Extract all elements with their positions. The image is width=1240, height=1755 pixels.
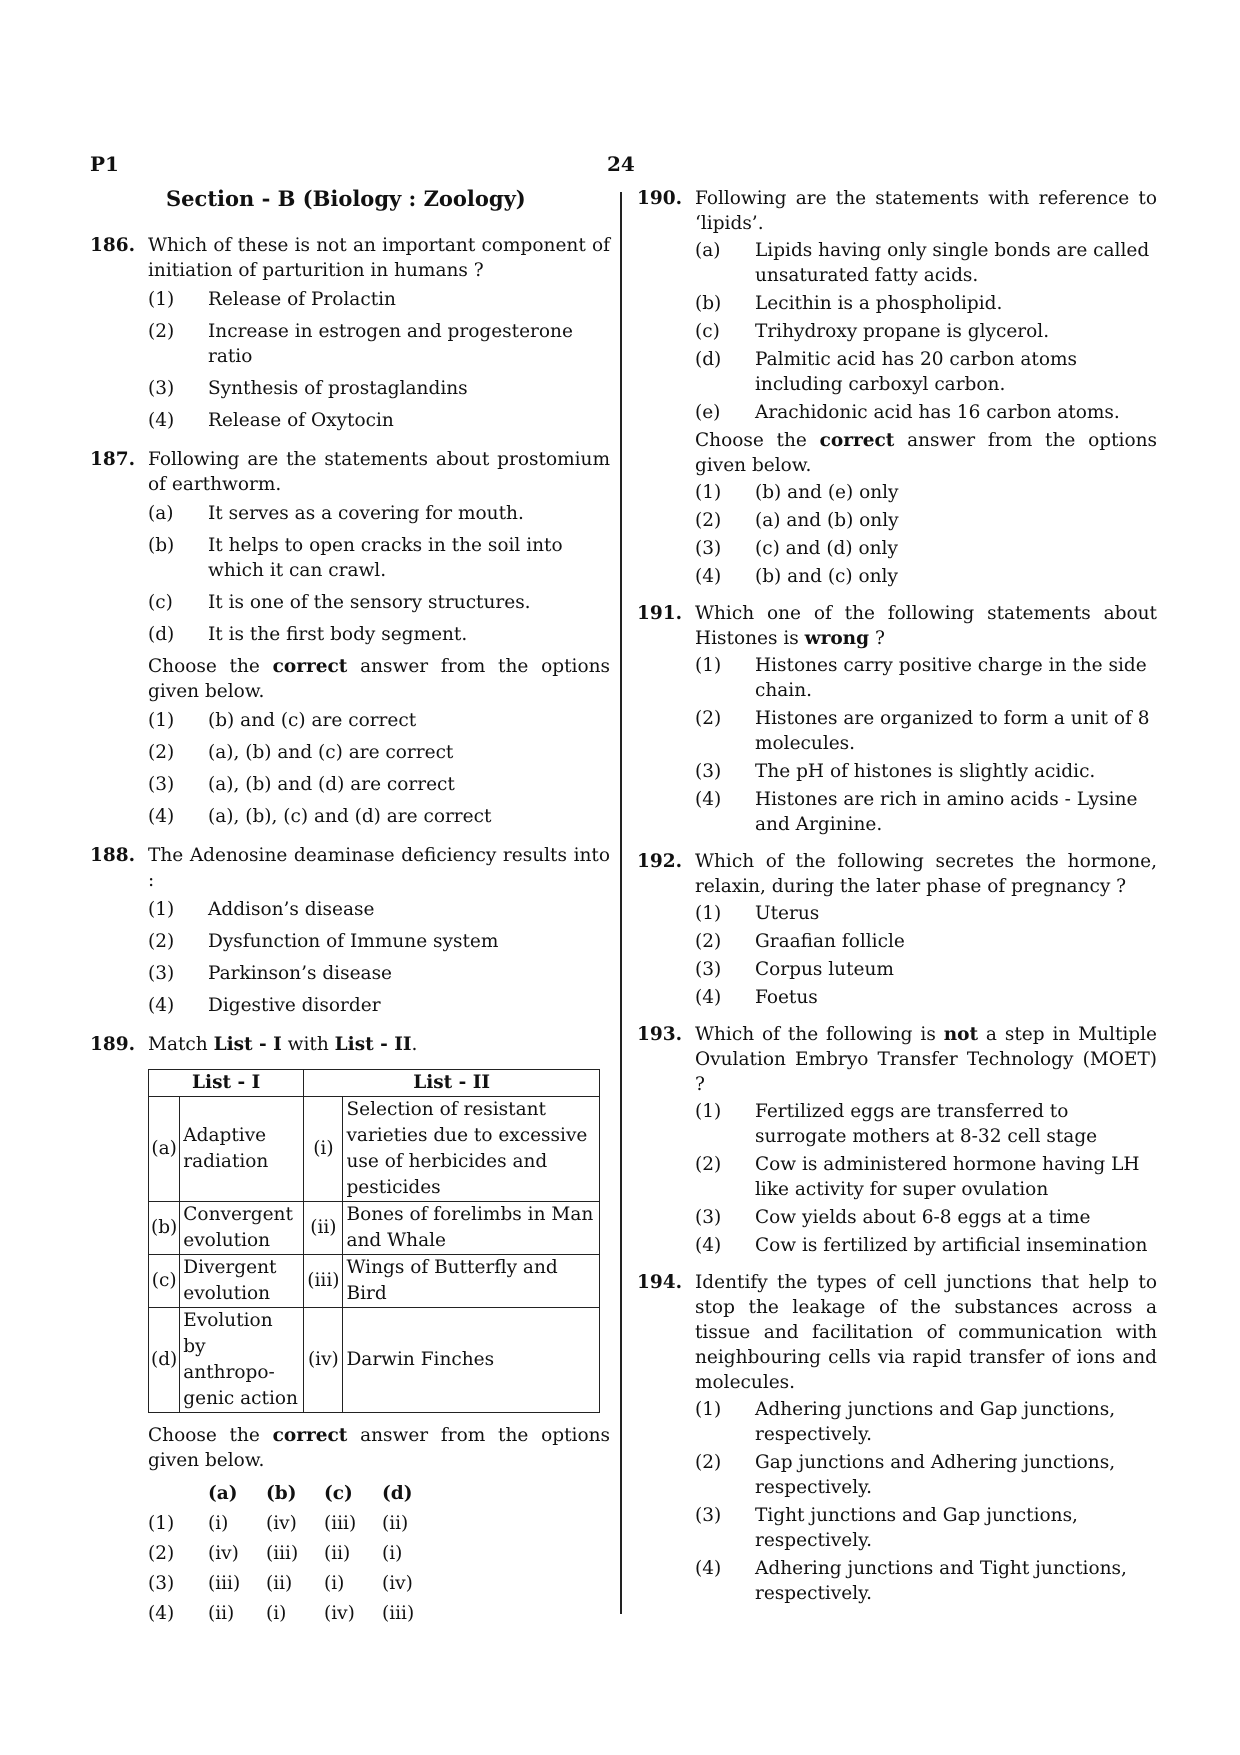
option <box>695 985 1157 1010</box>
statement <box>148 622 610 647</box>
choose-bold: correct <box>272 1425 348 1446</box>
option <box>148 287 610 312</box>
option-label: (2) <box>148 931 175 952</box>
question-text-pre: Which one of the following statements about Histones is <box>695 603 1157 649</box>
option-label: (3) <box>695 1505 722 1526</box>
list2-label: (iv) <box>304 1308 343 1413</box>
option <box>695 1099 1157 1149</box>
option-label: (1) <box>148 1513 175 1534</box>
answer-col-header: (c) <box>324 1483 353 1504</box>
question-text-post: a step in Multiple Ovulation Embryo Transfer Technology (MOET) ? <box>695 1024 1157 1095</box>
option <box>148 929 610 954</box>
option-label: (3) <box>148 1573 175 1594</box>
option-label: (1) <box>695 482 722 503</box>
choose-pre: Choose the <box>148 1425 273 1446</box>
option <box>695 957 1157 982</box>
statement-label: (a) <box>695 240 721 261</box>
question-text <box>695 1022 1157 1097</box>
option <box>695 536 1157 561</box>
statement-label: (a) <box>148 503 174 524</box>
option-label: (2) <box>695 510 722 531</box>
statement-text: Palmitic acid has 20 carbon atoms including carboxyl carbon. <box>755 349 1078 395</box>
question-text: Which of these is not an important component of initiation of parturition in humans ? <box>148 235 610 281</box>
choose-post: answer from the options given below. <box>695 430 1157 476</box>
choose-instruction <box>695 428 1157 478</box>
option-text: Addison’s disease <box>208 899 375 920</box>
option <box>695 1503 1157 1553</box>
list2-item: Darwin Finches <box>343 1308 600 1413</box>
question-text <box>148 1032 610 1057</box>
option-text: (a), (b), (c) and (d) are correct <box>208 806 492 827</box>
option <box>148 993 610 1018</box>
question-text-post: ? <box>869 628 885 649</box>
left-column <box>90 186 610 1640</box>
option-text: Histones are organized to form a unit of 8 molecules. <box>755 708 1150 754</box>
question-number: 187. <box>90 449 136 470</box>
question-number: 186. <box>90 235 136 256</box>
question-text-pre: Which of the following is <box>695 1024 944 1045</box>
option <box>695 1450 1157 1500</box>
question-text: The Adenosine deaminase deficiency results into : <box>148 845 610 891</box>
statement <box>148 501 610 526</box>
question-number: 188. <box>90 845 136 866</box>
table-row <box>149 1308 600 1413</box>
answer-cell: (iv) <box>266 1513 297 1534</box>
question-193 <box>637 1022 1157 1258</box>
option <box>695 1205 1157 1230</box>
option-label: (3) <box>148 378 175 399</box>
option-text: Parkinson’s disease <box>208 963 393 984</box>
answer-cell: (ii) <box>382 1513 409 1534</box>
match-with: with <box>281 1034 335 1055</box>
option-label: (4) <box>695 566 722 587</box>
option-label: (1) <box>148 899 175 920</box>
question-number: 194. <box>637 1272 683 1293</box>
grid-corner <box>148 1481 208 1506</box>
answer-col-header: (b) <box>266 1483 297 1504</box>
option-label: (2) <box>148 321 175 342</box>
option-text: Corpus luteum <box>755 959 894 980</box>
option-label: (3) <box>148 774 175 795</box>
option-label: (4) <box>695 789 722 810</box>
right-column <box>637 186 1157 1618</box>
option-label: (2) <box>148 1543 175 1564</box>
statement-text: It helps to open cracks in the soil into which it can crawl. <box>208 535 563 581</box>
option-text: (c) and (d) only <box>755 538 898 559</box>
table-row <box>149 1097 600 1202</box>
option-label: (2) <box>695 708 722 729</box>
statement <box>695 238 1157 288</box>
option <box>148 319 610 369</box>
question-186 <box>90 233 610 433</box>
answer-col-header: (a) <box>208 1483 238 1504</box>
option <box>695 1233 1157 1258</box>
statement-text: It is the first body segment. <box>208 624 468 645</box>
choose-post: answer from the options given below. <box>148 656 610 702</box>
statement-text: Trihydroxy propane is glycerol. <box>755 321 1050 342</box>
option-text: (b) and (e) only <box>755 482 899 503</box>
question-text: Identify the types of cell junctions that help to stop the leakage of the substances across a tissue and facilitation of communication with neighbouring cells via rapid transfer of ions and molecules. <box>695 1272 1157 1393</box>
option-label: (3) <box>695 1207 722 1228</box>
option-text: (a), (b) and (c) are correct <box>208 742 454 763</box>
answer-cell: (i) <box>324 1573 345 1594</box>
answer-cell: (iii) <box>382 1603 415 1624</box>
option-label: (4) <box>148 806 175 827</box>
option-label: (1) <box>695 903 722 924</box>
answer-cell: (i) <box>382 1543 403 1564</box>
option-text: The pH of histones is slightly acidic. <box>755 761 1096 782</box>
statement-label: (d) <box>148 624 175 645</box>
question-188 <box>90 843 610 1018</box>
answer-cell: (ii) <box>324 1543 351 1564</box>
answer-cell: (i) <box>266 1603 287 1624</box>
section-title: Section - B (Biology : Zoology) <box>166 186 526 211</box>
statement-text: Arachidonic acid has 16 carbon atoms. <box>755 402 1120 423</box>
column-divider <box>620 192 622 1614</box>
option <box>695 1397 1157 1447</box>
question-text: Which of the following secretes the hormone, relaxin, during the later phase of pregnancy ? <box>695 851 1157 897</box>
option-label: (4) <box>148 1603 175 1624</box>
option <box>148 772 610 797</box>
option-text: Adhering junctions and Gap junctions, respectively. <box>755 1399 1116 1445</box>
question-text: Following are the statements about prostomium of earthworm. <box>148 449 610 495</box>
option-label: (2) <box>695 1154 722 1175</box>
table-row <box>149 1255 600 1308</box>
option-label: (1) <box>695 1399 722 1420</box>
option-label: (3) <box>148 963 175 984</box>
option <box>148 708 610 733</box>
option-text: Fertilized eggs are transferred to surrogate mothers at 8-32 cell stage <box>755 1101 1098 1147</box>
option-text: Cow is fertilized by artificial insemination <box>755 1235 1148 1256</box>
option-label: (4) <box>148 995 175 1016</box>
match-table-header <box>149 1070 600 1097</box>
question-192 <box>637 849 1157 1010</box>
statement <box>695 347 1157 397</box>
answer-cell: (iii) <box>266 1543 299 1564</box>
option-text: Increase in estrogen and progesterone ratio <box>208 321 573 367</box>
option <box>695 653 1157 703</box>
question-190 <box>637 186 1157 589</box>
list1-label: (b) <box>149 1202 180 1255</box>
option-label: (2) <box>148 742 175 763</box>
question-194 <box>637 1270 1157 1606</box>
option <box>695 1152 1157 1202</box>
answer-cell: (iii) <box>324 1513 357 1534</box>
option-text: Foetus <box>755 987 818 1008</box>
statement <box>695 319 1157 344</box>
statement <box>695 291 1157 316</box>
match-pre: Match <box>148 1034 214 1055</box>
match-table <box>148 1069 600 1413</box>
question-number: 190. <box>637 188 683 209</box>
option-text: Cow yields about 6-8 eggs at a time <box>755 1207 1091 1228</box>
choose-bold: correct <box>272 656 348 677</box>
option-label: (3) <box>695 538 722 559</box>
option <box>148 961 610 986</box>
list1-item: Divergent evolution <box>180 1255 304 1308</box>
option <box>695 1556 1157 1606</box>
option-label: (4) <box>148 410 175 431</box>
answer-cell: (ii) <box>266 1573 293 1594</box>
option <box>695 706 1157 756</box>
option-text: (a), (b) and (d) are correct <box>208 774 455 795</box>
question-187 <box>90 447 610 829</box>
answer-cell: (iv) <box>382 1573 413 1594</box>
question-number: 193. <box>637 1024 683 1045</box>
choose-pre: Choose the <box>695 430 820 451</box>
choose-pre: Choose the <box>148 656 273 677</box>
option-label: (1) <box>695 1101 722 1122</box>
option-label: (1) <box>148 710 175 731</box>
option-label: (2) <box>695 1452 722 1473</box>
option-text: Graafian follicle <box>755 931 905 952</box>
option-text: Gap junctions and Adhering junctions, respectively. <box>755 1452 1116 1498</box>
option-text: (b) and (c) are correct <box>208 710 417 731</box>
option-text: Histones are rich in amino acids - Lysine and Arginine. <box>755 789 1138 835</box>
question-text-bold: not <box>943 1024 979 1045</box>
list2-label: (iii) <box>304 1255 343 1308</box>
list2-label: (ii) <box>304 1202 343 1255</box>
option <box>695 929 1157 954</box>
statement-text: It serves as a covering for mouth. <box>208 503 524 524</box>
option <box>695 564 1157 589</box>
option-label: (3) <box>695 959 722 980</box>
answer-cell: (iv) <box>324 1603 355 1624</box>
option-text: Digestive disorder <box>208 995 381 1016</box>
question-number: 189. <box>90 1034 136 1055</box>
choose-post: answer from the options given below. <box>148 1425 610 1471</box>
statement-text: It is one of the sensory structures. <box>208 592 531 613</box>
option <box>695 759 1157 784</box>
question-text-bold: wrong <box>804 628 870 649</box>
option <box>148 804 610 829</box>
answer-grid <box>148 1481 610 1626</box>
option-label: (1) <box>695 655 722 676</box>
question-number: 192. <box>637 851 683 872</box>
option-label: (4) <box>695 1558 722 1579</box>
statement <box>695 400 1157 425</box>
option <box>695 480 1157 505</box>
list2-ref: List - II <box>334 1034 412 1055</box>
option-label: (4) <box>695 987 722 1008</box>
option-text: (a) and (b) only <box>755 510 899 531</box>
list2-item: Selection of resistant varieties due to excessive use of herbicides and pesticides <box>343 1097 600 1202</box>
question-number: 191. <box>637 603 683 624</box>
statement-label: (e) <box>695 402 721 423</box>
statement-label: (d) <box>695 349 722 370</box>
option-text: Uterus <box>755 903 820 924</box>
option-text: Release of Oxytocin <box>208 410 394 431</box>
statement-label: (b) <box>148 535 175 556</box>
option <box>695 901 1157 926</box>
list1-item: Adaptive radiation <box>180 1097 304 1202</box>
option-text: (b) and (c) only <box>755 566 898 587</box>
option <box>148 408 610 433</box>
option-text: Synthesis of prostaglandins <box>208 378 468 399</box>
list2-item: Bones of forelimbs in Man and Whale <box>343 1202 600 1255</box>
option-text: Dysfunction of Immune system <box>208 931 499 952</box>
question-189 <box>90 1032 610 1626</box>
choose-instruction <box>148 1423 610 1473</box>
option <box>695 787 1157 837</box>
option <box>148 740 610 765</box>
statement-label: (c) <box>148 592 173 613</box>
option-label: (3) <box>695 761 722 782</box>
option <box>148 897 610 922</box>
list2-header: List - II <box>304 1070 600 1097</box>
list1-label: (a) <box>149 1097 180 1202</box>
list1-label: (d) <box>149 1308 180 1413</box>
option-text: Cow is administered hormone having LH like activity for super ovulation <box>755 1154 1140 1200</box>
answer-cell: (iv) <box>208 1543 239 1564</box>
page-number: 24 <box>607 152 635 176</box>
option-label: (1) <box>148 289 175 310</box>
answer-col-header: (d) <box>382 1483 413 1504</box>
list1-header: List - I <box>149 1070 304 1097</box>
list1-item: Convergent evolution <box>180 1202 304 1255</box>
option-text: Histones carry positive charge in the side chain. <box>755 655 1147 701</box>
option-label: (4) <box>695 1235 722 1256</box>
option-text: Adhering junctions and Tight junctions, respectively. <box>755 1558 1127 1604</box>
list2-label: (i) <box>304 1097 343 1202</box>
statement-label: (c) <box>695 321 720 342</box>
list1-item: Evolution by anthropo-genic action <box>180 1308 304 1413</box>
list2-item: Wings of Butterfly and Bird <box>343 1255 600 1308</box>
table-row <box>149 1202 600 1255</box>
answer-cell: (ii) <box>208 1603 235 1624</box>
option-text: Tight junctions and Gap junctions, respectively. <box>755 1505 1078 1551</box>
statement-text: Lecithin is a phospholipid. <box>755 293 1003 314</box>
option <box>148 376 610 401</box>
answer-cell: (i) <box>208 1513 229 1534</box>
list1-ref: List - I <box>213 1034 282 1055</box>
question-text <box>695 601 1157 651</box>
question-191 <box>637 601 1157 837</box>
choose-instruction <box>148 654 610 704</box>
paper-code: P1 <box>90 152 119 176</box>
choose-bold: correct <box>819 430 895 451</box>
option-text: Release of Prolactin <box>208 289 396 310</box>
list1-label: (c) <box>149 1255 180 1308</box>
option-label: (2) <box>695 931 722 952</box>
option <box>695 508 1157 533</box>
statement-label: (b) <box>695 293 722 314</box>
statement-text: Lipids having only single bonds are called unsaturated fatty acids. <box>755 240 1150 286</box>
statement <box>148 533 610 583</box>
question-text: Following are the statements with reference to ‘lipids’. <box>695 188 1157 234</box>
statement <box>148 590 610 615</box>
match-dot: . <box>411 1034 418 1055</box>
answer-cell: (iii) <box>208 1573 241 1594</box>
